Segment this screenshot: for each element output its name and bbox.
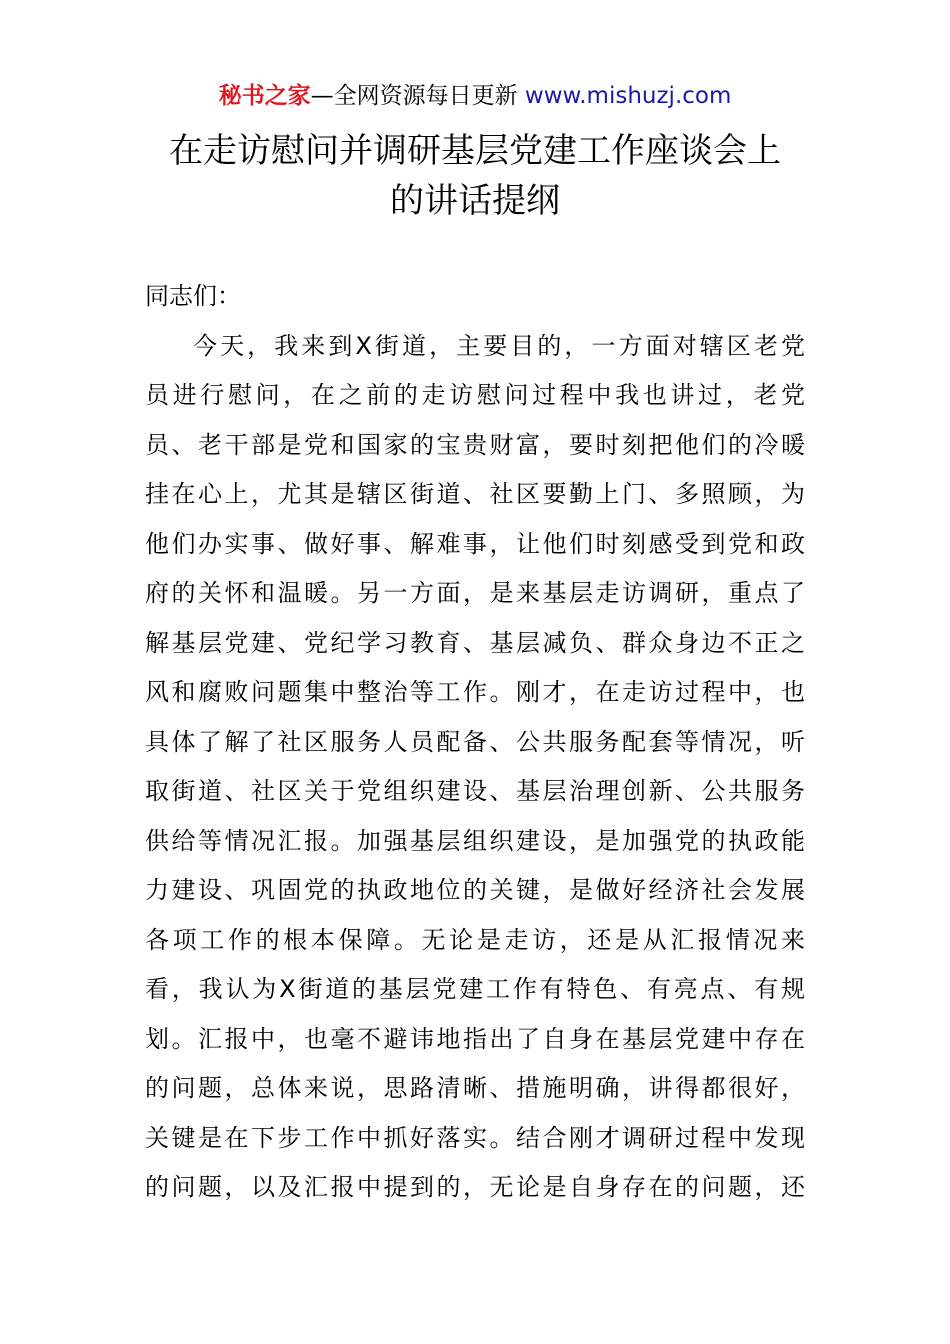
paragraph-line: 的问题，总体来说，思路清晰、措施明确，讲得都很好， — [145, 1074, 805, 1102]
document-title — [120, 126, 830, 226]
paragraph-line: 供给等情况汇报。加强基层组织建设，是加强党的执政能 — [145, 826, 805, 855]
paragraph-line: 取街道、社区关于党组织建设、基层治理创新、公共服务 — [145, 777, 805, 805]
site-url-link[interactable]: www.mishuzj.com — [524, 83, 732, 109]
site-brand: 秘书之家 — [218, 83, 311, 109]
document-body — [145, 272, 805, 1213]
paragraph-line: 划。汇报中，也毫不避讳地指出了自身在基层党建中存在 — [145, 1024, 805, 1053]
paragraph-line: 的问题，以及汇报中提到的，无论是自身存在的问题，还 — [145, 1173, 805, 1201]
paragraph-line: 今天，我来到X街道，主要目的，一方面对辖区老党 — [193, 331, 805, 360]
title-line: 在走访慰问并调研基层党建工作座谈会上 — [169, 131, 781, 171]
site-header — [0, 80, 950, 112]
paragraph-line: 解基层党建、党纪学习教育、基层减负、群众身边不正之 — [145, 628, 805, 657]
paragraph-line: 府的关怀和温暖。另一方面，是来基层走访调研，重点了 — [145, 579, 805, 607]
site-tagline: —全网资源每日更新 — [310, 83, 518, 109]
paragraph-line: 力建设、巩固党的执政地位的关键，是做好经济社会发展 — [145, 876, 805, 904]
paragraph-line: 具体了解了社区服务人员配备、公共服务配套等情况，听 — [145, 727, 805, 756]
paragraph-line: 挂在心上，尤其是辖区街道、社区要勤上门、多照顾，为 — [145, 480, 805, 508]
salutation: 同志们： — [145, 282, 241, 310]
paragraph-line: 他们办实事、做好事、解难事，让他们时刻感受到党和政 — [145, 529, 805, 558]
paragraph-line: 各项工作的根本保障。无论是走访，还是从汇报情况来 — [145, 925, 805, 954]
paragraph-line: 员、老干部是党和国家的宝贵财富，要时刻把他们的冷暖 — [145, 430, 805, 459]
paragraph-line: 关键是在下步工作中抓好落实。结合刚才调研过程中发现 — [145, 1123, 805, 1152]
paragraph-line: 员进行慰问，在之前的走访慰问过程中我也讲过，老党 — [145, 381, 805, 409]
paragraph — [145, 322, 805, 1213]
paragraph-line: 看，我认为X街道的基层党建工作有特色、有亮点、有规 — [145, 975, 805, 1003]
title-line: 的讲话提纲 — [390, 181, 560, 221]
paragraph-line: 风和腐败问题集中整治等工作。刚才，在走访过程中，也 — [145, 678, 805, 706]
